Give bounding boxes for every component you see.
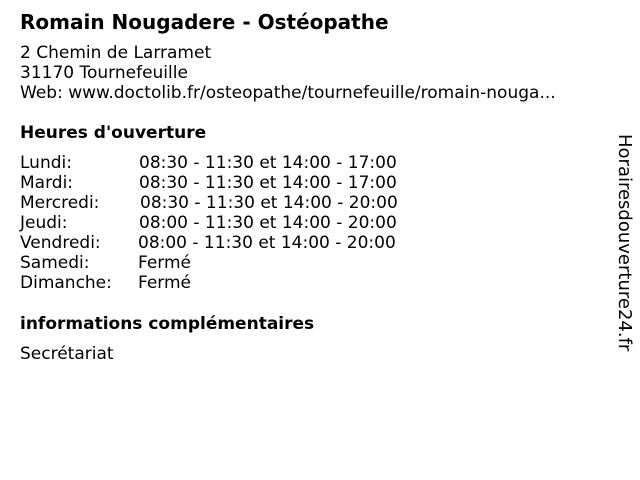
hours-table — [20, 153, 440, 293]
address-street: 2 Chemin de Larramet — [20, 43, 212, 63]
hours-row-saturday — [20, 253, 440, 273]
address-city: 31170 Tournefeuille — [20, 63, 188, 83]
day-label: Samedi: — [20, 253, 90, 273]
day-label: Mercredi: — [20, 193, 100, 213]
hours-row-friday — [20, 233, 440, 253]
page-title: Romain Nougadere - Ostéopathe — [20, 10, 389, 34]
day-label: Vendredi: — [20, 233, 101, 253]
time-value: Fermé — [138, 253, 192, 273]
time-value: 08:30 - 11:30 et 14:00 - 20:00 — [140, 193, 398, 213]
address-block — [20, 43, 556, 103]
hours-row-wednesday — [20, 193, 440, 213]
day-label: Lundi: — [20, 153, 72, 173]
watermark — [612, 134, 636, 374]
time-value: 08:30 - 11:30 et 14:00 - 17:00 — [139, 153, 397, 173]
hours-heading: Heures d'ouverture — [20, 123, 207, 143]
day-label: Dimanche: — [20, 273, 112, 293]
time-value: 08:00 - 11:30 et 14:00 - 20:00 — [138, 233, 396, 253]
day-label: Jeudi: — [20, 213, 68, 233]
hours-row-monday — [20, 153, 440, 173]
time-value: 08:00 - 11:30 et 14:00 - 20:00 — [139, 213, 397, 233]
time-value: Fermé — [138, 273, 192, 293]
hours-row-thursday — [20, 213, 440, 233]
day-label: Mardi: — [20, 173, 74, 193]
watermark-text: Horairesdouverture24.fr — [614, 134, 635, 352]
hours-row-tuesday — [20, 173, 440, 193]
address-web: Web: www.doctolib.fr/osteopathe/tournefeuille/romain-nouga... — [20, 83, 556, 103]
info-text: Secrétariat — [20, 344, 114, 364]
time-value: 08:30 - 11:30 et 14:00 - 17:00 — [139, 173, 397, 193]
hours-row-sunday — [20, 273, 440, 293]
info-heading: informations complémentaires — [20, 314, 315, 334]
